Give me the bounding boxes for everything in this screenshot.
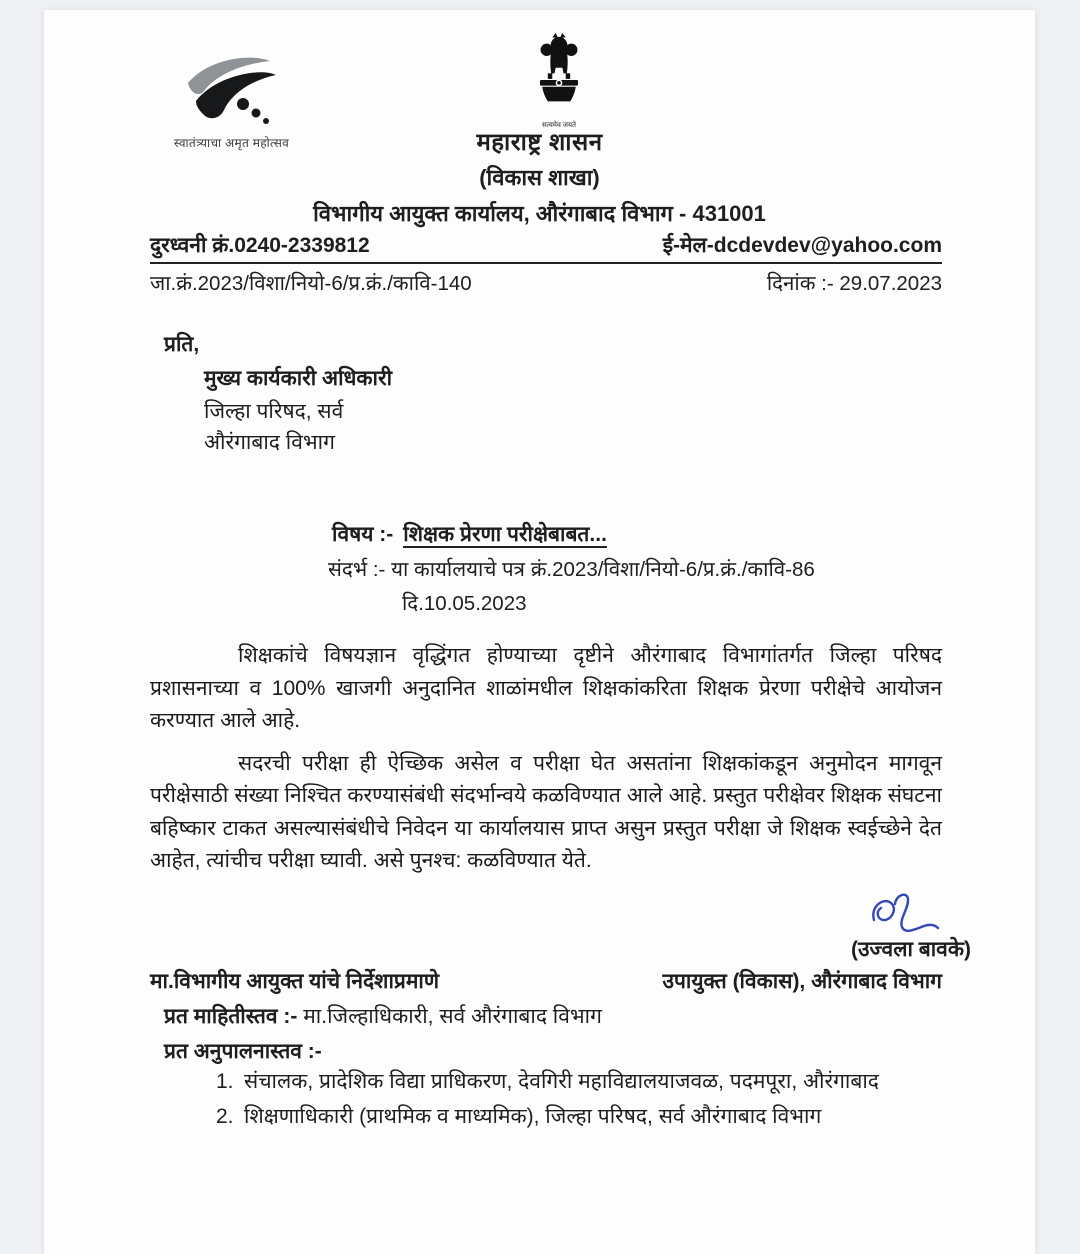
recipient-salutation: प्रति, — [164, 333, 200, 356]
letter-page — [44, 10, 1035, 1254]
office-address-line: विभागीय आयुक्त कार्यालय, औरंगाबाद विभाग - 431001 — [313, 201, 766, 226]
item-number: 1. — [216, 1070, 234, 1093]
body-paragraph: शिक्षकांचे विषयज्ञान वृद्धिंगत होण्याच्या दृष्टीने औरंगाबाद विभागांतर्गत जिल्हा परिषद प्रशासनाच्या व 100% खाजगी अनुदानित शाळांमधील शिक्षकांकरिता शिक्षक प्रेरणा परीक्षेचे आयोजन करण्यात आले आहे. — [150, 644, 942, 732]
directive-row — [150, 967, 942, 995]
amrit-logo-caption: स्वातंत्र्याचा अमृत महोत्सव — [173, 136, 290, 150]
reference-date: दि.10.05.2023 — [402, 592, 527, 615]
phone-number: दुरध्वनी क्रं.0240-2339812 — [150, 234, 370, 257]
copy-for-information — [164, 1002, 602, 1030]
contact-row — [150, 231, 942, 259]
recipient-line: मुख्य कार्यकारी अधिकारी — [204, 367, 393, 390]
subject-text: शिक्षक प्रेरणा परीक्षेबाबत... — [403, 523, 607, 546]
body-paragraph: सदरची परीक्षा ही ऐच्छिक असेल व परीक्षा घेत असतांना शिक्षकांकडून अनुमोदन मागवून परीक्षेसाठी संख्या निश्चित करण्यासंबंधी संदर्भान्वये कळविण्यात आले आहे. प्रस्तुत परीक्षेवर शिक्षक संघटना बहिष्कार टाकत असल्यासंबंधीचे निवेदन या कार्यालयास प्राप्त असुन प्रस्तुत परीक्षा जे शिक्षक स्वईच्छेने देत आहेत, त्यांचीच परीक्षा घ्यावी. असे पुनश्च: कळविण्यात येते. — [150, 751, 942, 872]
emblem-motto: सत्यमेव जयते — [541, 122, 577, 129]
reference-label: संदर्भ :- — [328, 558, 386, 581]
copy-for-compliance-label: प्रत अनुपालनास्तव :- — [164, 1040, 322, 1063]
government-title: महाराष्ट्र शासन — [476, 129, 603, 156]
header-divider — [150, 262, 942, 264]
item-number: 2. — [216, 1105, 234, 1128]
copy-info-text: मा.जिल्हाधिकारी, सर्व औरंगाबाद विभाग — [303, 1005, 602, 1028]
directive-text: मा.विभागीय आयुक्त यांचे निर्देशाप्रमाणे — [150, 970, 440, 993]
signatory-designation: उपायुक्त (विकास), औरंगाबाद विभाग — [662, 970, 942, 993]
subject-label: विषय :- — [332, 523, 394, 546]
subject-row — [332, 520, 607, 548]
compliance-item — [216, 1067, 879, 1095]
reference-row — [150, 269, 942, 297]
letter-date: दिनांक :- 29.07.2023 — [766, 272, 942, 295]
recipient-line: औरंगाबाद विभाग — [204, 431, 335, 454]
reference-line — [328, 555, 815, 583]
compliance-item — [216, 1102, 821, 1130]
recipient-line: जिल्हा परिषद, सर्व — [204, 400, 344, 423]
copy-info-label: प्रत माहितीस्तव :- — [164, 1005, 298, 1028]
outward-ref-number: जा.क्रं.2023/विशा/नियो-6/प्र.क्रं./कावि-140 — [150, 272, 472, 295]
reference-text: या कार्यालयाचे पत्र क्रं.2023/विशा/नियो-6/प्र.क्रं./कावि-86 — [391, 558, 815, 581]
letter-body — [150, 640, 942, 878]
branch-title: (विकास शाखा) — [479, 165, 600, 190]
signatory-name: (उज्वला बावके) — [851, 938, 971, 961]
item-text: शिक्षणाधिकारी (प्राथमिक व माध्यमिक), जिल्हा परिषद, सर्व औरंगाबाद विभाग — [244, 1105, 822, 1128]
email-address: ई-मेल-dcdevdev@yahoo.com — [662, 234, 942, 257]
item-text: संचालक, प्रादेशिक विद्या प्राधिकरण, देवगिरी महाविद्यालयाजवळ, पदमपूरा, औरंगाबाद — [244, 1070, 879, 1093]
